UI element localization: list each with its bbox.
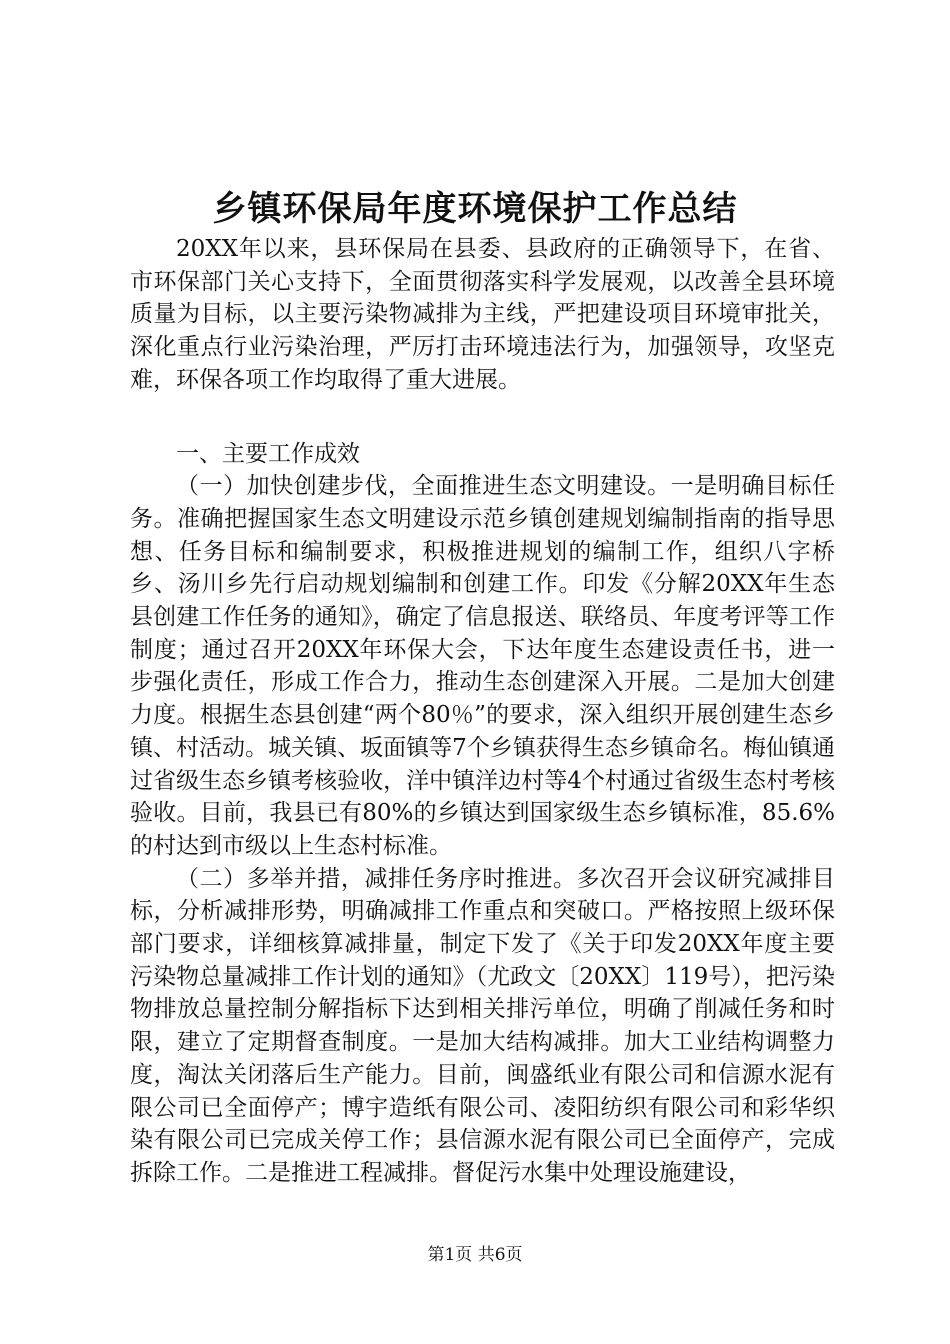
- page-footer: 第1页 共6页: [427, 1245, 523, 1265]
- section-heading: 一、主要工作成效: [176, 440, 360, 467]
- intro-paragraph: 20XX年以来，县环保局在县委、县政府的正确领导下，在省、市环保部门关心支持下，全面贯彻落实科学发展观，以改善全县环境质量为目标，以主要污染物减排为主线，严把建设项目环境审批关，深化重点行业污染治理，严厉打击环境违法行为，加强领导，攻坚克难，环保各项工作均取得了重大进展。: [130, 236, 835, 393]
- body-paragraph-2: （二）多举并措，减排任务序时推进。多次召开会议研究减排目标，分析减排形势，明确减排工作重点和突破口。严格按照上级环保部门要求，详细核算减排量，制定下发了《关于印发20XX年度主要污染物总量减排工作计划的通知》（尤政文〔20XX〕119号），把污染物排放总量控制分解指标下达到相关排污单位，明确了削减任务和时限，建立了定期督查制度。一是加大结构减排。加大工业结构调整力度，淘汰关闭落后生产能力。目前，闽盛纸业有限公司和信源水泥有限公司已全面停产；博宇造纸有限公司、凌阳纺织有限公司和彩华织染有限公司已完成关停工作；县信源水泥有限公司已全面停产，完成拆除工作。二是推进工程减排。督促污水集中处理设施建设，: [130, 865, 835, 1186]
- document-title: 乡镇环保局年度环境保护工作总结: [212, 189, 738, 229]
- document-body: [130, 233, 835, 1190]
- body-paragraph-1: （一）加快创建步伐，全面推进生态文明建设。一是明确目标任务。准确把握国家生态文明建设示范乡镇创建规划编制指南的指导思想、任务目标和编制要求，积极推进规划的编制工作，组织八字桥乡、汤川乡先行启动规划编制和创建工作。印发《分解20XX年生态县创建工作任务的通知》，确定了信息报送、联络员、年度考评等工作制度；通过召开20XX年环保大会，下达年度生态建设责任书，进一步强化责任，形成工作合力，推动生态创建深入开展。二是加大创建力度。根据生态县创建“两个80％”的要求，深入组织开展创建生态乡镇、村活动。城关镇、坂面镇等7个乡镇获得生态乡镇命名。梅仙镇通过省级生态乡镇考核验收，洋中镇洋边村等4个村通过省级生态村考核验收。目前，我县已有80%的乡镇达到国家级生态乡镇标准，85.6%的村达到市级以上生态村标准。: [130, 473, 835, 859]
